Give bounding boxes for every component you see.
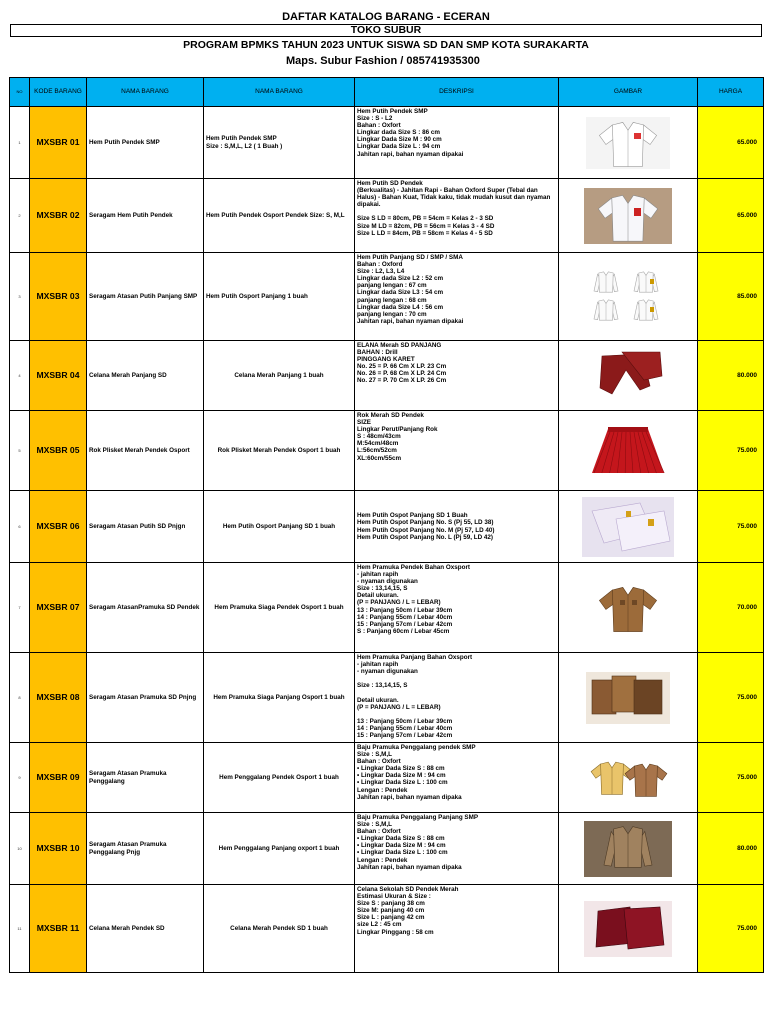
item-price: 75.000 bbox=[698, 743, 764, 813]
item-description: Hem Pramuka Pendek Bahan Oxsport - jahitan rapih - nyaman digunakan Size : 13,14,15, S Detail ukuran. (P = PANJANG / L = LEBAR) 13 : Panjang 50cm / Lebar 39cm 14 : Panjang 55cm / Lebar 40cm 15 : Panjang 57cm / Lebar 42cm S : Panjang 60cm / Lebar 45cm bbox=[355, 563, 559, 653]
col-no: NO bbox=[10, 78, 30, 107]
item-image bbox=[559, 341, 698, 411]
item-code: MXSBR 05 bbox=[30, 411, 87, 491]
item-name-detail: Hem Penggalang Panjang oxport 1 buah bbox=[204, 813, 355, 885]
white-shirt-badge-icon bbox=[582, 186, 674, 246]
brown-folded-shirts-icon bbox=[582, 668, 674, 728]
row-number: 11 bbox=[10, 885, 30, 973]
item-description: Rok Merah SD Pendek SIZE Lingkar Perut/Panjang Rok S : 48cm/43cm M:54cm/48cm L:56cm/52cm XL:60cm/55cm bbox=[355, 411, 559, 491]
item-image bbox=[559, 253, 698, 341]
item-image bbox=[559, 885, 698, 973]
col-gambar: GAMBAR bbox=[559, 78, 698, 107]
item-image bbox=[559, 179, 698, 253]
item-code: MXSBR 11 bbox=[30, 885, 87, 973]
item-code: MXSBR 01 bbox=[30, 107, 87, 179]
col-deskripsi: DESKRIPSI bbox=[355, 78, 559, 107]
item-name: Seragam Atasan Pramuka SD Pnjng bbox=[87, 653, 204, 743]
item-name: Seragam Atasan Putih Panjang SMP bbox=[87, 253, 204, 341]
item-price: 65.000 bbox=[698, 107, 764, 179]
item-code: MXSBR 10 bbox=[30, 813, 87, 885]
item-code: MXSBR 08 bbox=[30, 653, 87, 743]
item-description: Hem Putih Ospot Panjang SD 1 Buah Hem Putih Ospot Panjang No. S (Pj 55, LD 38) Hem Putih Ospot Panjang No. M (Pj 57, LD 40) Hem Putih Ospot Panjang No. L (Pj 59, LD 42) bbox=[355, 491, 559, 563]
item-name-detail: Hem Putih Osport Panjang SD 1 buah bbox=[204, 491, 355, 563]
item-description: Hem Putih Panjang SD / SMP / SMA Bahan : Oxford Size : L2, L3, L4 Lingkar dada Size L2 : 52 cm panjang lengan : 67 cm Lingkar dada Size L3 : 54 cm panjang lengan : 68 cm Lingkar dada Size L4 : 56 cm panjang lengan : 70 cm Jahitan rapi, bahan nyaman dipakai bbox=[355, 253, 559, 341]
catalog-table bbox=[9, 77, 764, 973]
store-name: TOKO SUBUR bbox=[10, 24, 762, 37]
brown-short-shirt-icon bbox=[582, 578, 674, 638]
item-price: 75.000 bbox=[698, 653, 764, 743]
table-row bbox=[10, 179, 764, 253]
item-name: Seragam Atasan Pramuka Penggalang Pnjg bbox=[87, 813, 204, 885]
table-row bbox=[10, 743, 764, 813]
item-image bbox=[559, 653, 698, 743]
col-harga: HARGA bbox=[698, 78, 764, 107]
item-name-detail: Hem Putih Pendek Osport Pendek Size: S, M,L bbox=[204, 179, 355, 253]
item-image bbox=[559, 107, 698, 179]
table-row bbox=[10, 341, 764, 411]
item-price: 75.000 bbox=[698, 491, 764, 563]
red-skirt-icon bbox=[582, 421, 674, 481]
item-price: 75.000 bbox=[698, 885, 764, 973]
item-name: Celana Merah Panjang SD bbox=[87, 341, 204, 411]
item-name: Rok Plisket Merah Pendek Osport bbox=[87, 411, 204, 491]
item-name: Seragam Hem Putih Pendek bbox=[87, 179, 204, 253]
table-row bbox=[10, 563, 764, 653]
item-description: Hem Putih SD Pendek (Berkualitas) - Jahitan Rapi - Bahan Oxford Super (Tebal dan Halus) - Bahan Kuat, Tidak kaku, tidak mudah kusut dan nyaman dipakai. Size S LD = 80cm, PB = 54cm = Kelas 2 - 3 SD Size M LD = 82cm, PB = 56cm = Kelas 3 - 4 SD Size L LD = 84cm, PB = 58cm = Kelas 4 - 5 SD bbox=[355, 179, 559, 253]
item-name: Hem Putih Pendek SMP bbox=[87, 107, 204, 179]
table-row bbox=[10, 107, 764, 179]
item-name: Celana Merah Pendek SD bbox=[87, 885, 204, 973]
item-description: Baju Pramuka Penggalang pendek SMP Size : S,M,L Bahan : Oxfort • Lingkar Dada Size S : 88 cm • Lingkar Dada Size M : 94 cm • Lingkar Dada Size L : 100 cm Lengan : Pendek Jahitan rapi, bahan nyaman dipaka bbox=[355, 743, 559, 813]
item-image bbox=[559, 411, 698, 491]
row-number: 2 bbox=[10, 179, 30, 253]
item-description: Hem Putih Pendek SMP Size : S - L2 Bahan : Oxfort Lingkar dada Size S : 86 cm Lingkar Dada Size M : 90 cm Lingkar Dada Size L : 94 cm Jahitan rapi, bahan nyaman dipakai bbox=[355, 107, 559, 179]
item-description: ELANA Merah SD PANJANG BAHAN : Drill PINGGANG KARET No. 25 = P. 66 Cm X LP. 23 Cm No. 26 = P. 68 Cm X LP. 24 Cm No. 27 = P. 70 Cm X LP. 26 Cm bbox=[355, 341, 559, 411]
row-number: 3 bbox=[10, 253, 30, 341]
item-name: Seragam Atasan Pramuka Penggalang bbox=[87, 743, 204, 813]
item-image bbox=[559, 563, 698, 653]
row-number: 8 bbox=[10, 653, 30, 743]
item-name-detail: Celana Merah Panjang 1 buah bbox=[204, 341, 355, 411]
col-kode: KODE BARANG bbox=[30, 78, 87, 107]
item-code: MXSBR 02 bbox=[30, 179, 87, 253]
table-header-row bbox=[10, 78, 764, 107]
item-price: 70.000 bbox=[698, 563, 764, 653]
white-short-shirt-icon bbox=[582, 113, 674, 173]
item-image bbox=[559, 743, 698, 813]
col-nama1: NAMA BARANG bbox=[87, 78, 204, 107]
row-number: 10 bbox=[10, 813, 30, 885]
item-name-detail: Rok Plisket Merah Pendek Osport 1 buah bbox=[204, 411, 355, 491]
row-number: 1 bbox=[10, 107, 30, 179]
item-name: Seragam Atasan Putih SD Pnjgn bbox=[87, 491, 204, 563]
program-title: PROGRAM BPMKS TAHUN 2023 UNTUK SISWA SD DAN SMP KOTA SURAKARTA bbox=[183, 39, 589, 51]
white-folded-shirts-icon bbox=[582, 497, 674, 557]
white-long-shirts-icon bbox=[582, 267, 674, 327]
item-name-detail: Celana Merah Pendek SD 1 buah bbox=[204, 885, 355, 973]
scout-shirts-icon bbox=[582, 748, 674, 808]
row-number: 4 bbox=[10, 341, 30, 411]
item-code: MXSBR 03 bbox=[30, 253, 87, 341]
item-description: Celana Sekolah SD Pendek Merah Estimasi Ukuran & Size : Size S : panjang 38 cm Size M: panjang 40 cm Size L : panjang 42 cm size L2 : 45 cm Lingkar Pinggang : 58 cm bbox=[355, 885, 559, 973]
table-row bbox=[10, 813, 764, 885]
item-image bbox=[559, 491, 698, 563]
row-number: 6 bbox=[10, 491, 30, 563]
item-description: Hem Pramuka Panjang Bahan Oxsport - jahitan rapih - nyaman digunakan Size : 13,14,15, S Detail ukuran. (P = PANJANG / L = LEBAR) 13 : Panjang 50cm / Lebar 39cm 14 : Panjang 55cm / Lebar 40cm 15 : Panjang 57cm / Lebar 42cm bbox=[355, 653, 559, 743]
col-nama2: NAMA BARANG bbox=[204, 78, 355, 107]
item-code: MXSBR 04 bbox=[30, 341, 87, 411]
item-price: 80.000 bbox=[698, 813, 764, 885]
red-shorts-icon bbox=[582, 899, 674, 959]
item-name-detail: Hem Putih Osport Panjang 1 buah bbox=[204, 253, 355, 341]
item-price: 85.000 bbox=[698, 253, 764, 341]
item-name-detail: Hem Pramuka Siaga Panjang Osport 1 buah bbox=[204, 653, 355, 743]
item-name-detail: Hem Putih Pendek SMP Size : S,M,L, L2 ( 1 Buah ) bbox=[204, 107, 355, 179]
item-code: MXSBR 09 bbox=[30, 743, 87, 813]
table-row bbox=[10, 491, 764, 563]
scout-long-shirt-icon bbox=[582, 819, 674, 879]
item-price: 65.000 bbox=[698, 179, 764, 253]
row-number: 9 bbox=[10, 743, 30, 813]
item-name-detail: Hem Penggalang Pendek Osport 1 buah bbox=[204, 743, 355, 813]
item-image bbox=[559, 813, 698, 885]
row-number: 7 bbox=[10, 563, 30, 653]
item-price: 75.000 bbox=[698, 411, 764, 491]
table-row bbox=[10, 411, 764, 491]
table-row bbox=[10, 885, 764, 973]
table-row bbox=[10, 253, 764, 341]
item-price: 80.000 bbox=[698, 341, 764, 411]
table-row bbox=[10, 653, 764, 743]
item-name: Seragam AtasanPramuka SD Pendek bbox=[87, 563, 204, 653]
red-pants-icon bbox=[582, 346, 674, 406]
contact-info: Maps. Subur Fashion / 085741935300 bbox=[286, 55, 480, 67]
item-code: MXSBR 07 bbox=[30, 563, 87, 653]
catalog-title: DAFTAR KATALOG BARANG - ECERAN bbox=[282, 11, 490, 23]
item-code: MXSBR 06 bbox=[30, 491, 87, 563]
item-name-detail: Hem Pramuka Siaga Pendek Osport 1 buah bbox=[204, 563, 355, 653]
row-number: 5 bbox=[10, 411, 30, 491]
item-description: Baju Pramuka Penggalang Panjang SMP Size : S,M,L Bahan : Oxfort • Lingkar Dada Size S : 88 cm • Lingkar Dada Size M : 94 cm • Lingkar Dada Size L : 100 cm Lengan : Pendek Jahitan rapi, bahan nyaman dipaka bbox=[355, 813, 559, 885]
